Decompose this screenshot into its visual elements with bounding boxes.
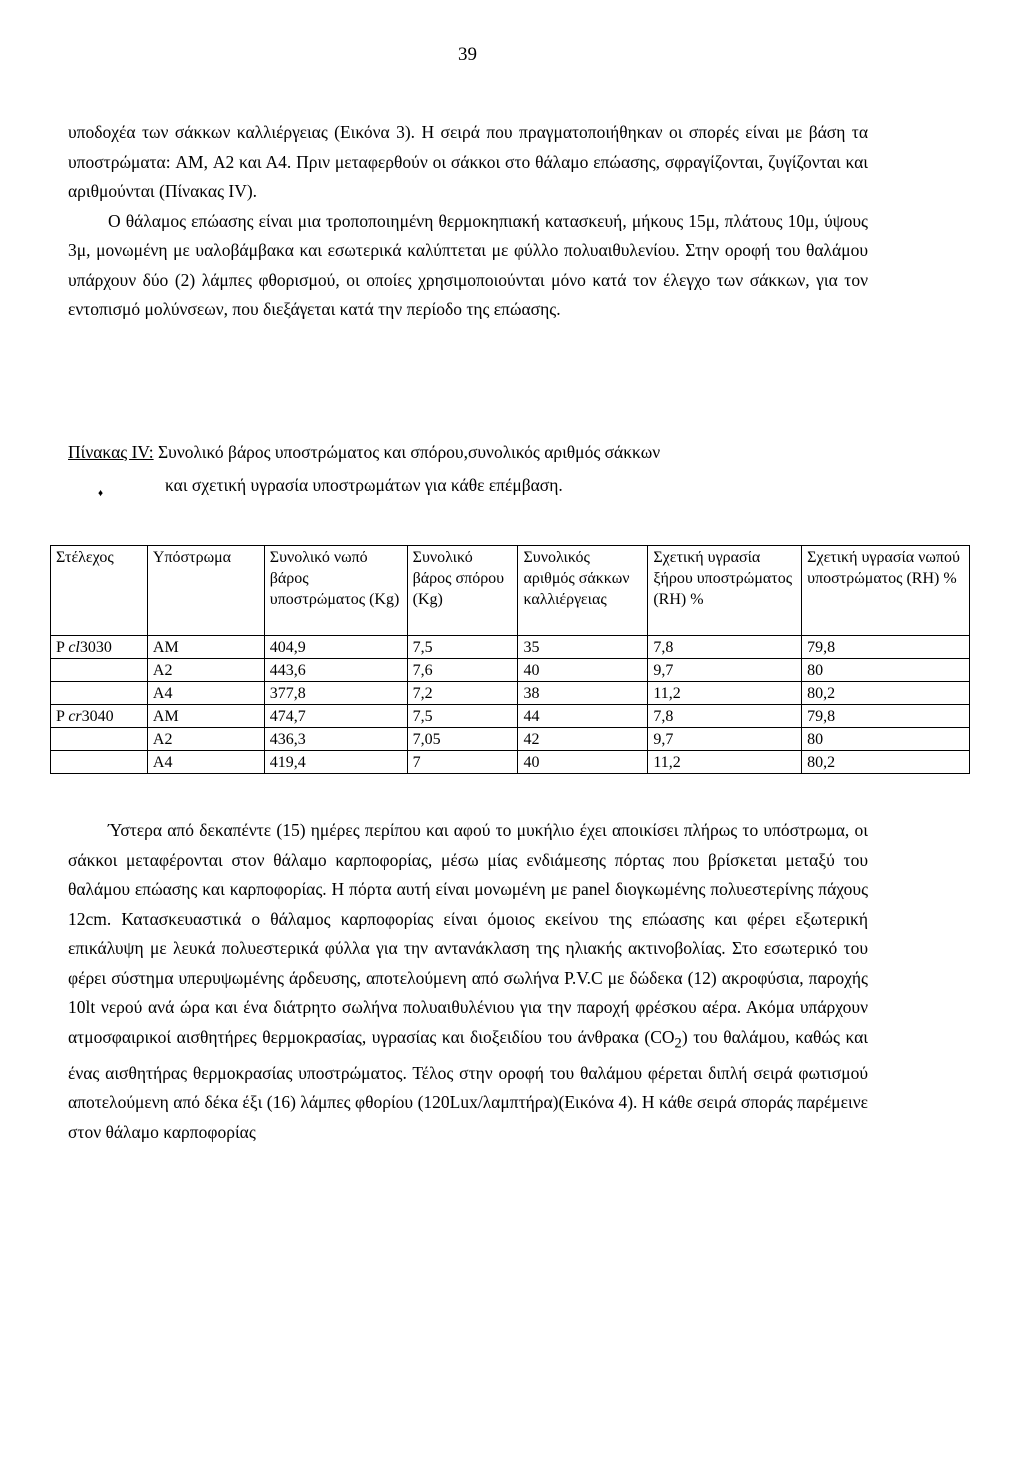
cell-bag-count: 44	[518, 705, 648, 728]
data-table	[50, 545, 970, 774]
cell-substrate: A4	[147, 682, 264, 705]
table-row	[51, 636, 970, 659]
cell-rh-dry: 11,2	[648, 751, 802, 774]
cell-rh-wet: 80,2	[802, 682, 970, 705]
cell-strain	[51, 705, 148, 728]
strain-italic: cr	[68, 708, 82, 725]
table-row	[51, 728, 970, 751]
cell-bag-count: 42	[518, 728, 648, 751]
header-wet-weight: Συνολικό νωπό βάρος υποστρώματος (Kg)	[264, 546, 407, 636]
header-seed-weight: Συνολικό βάρος σπόρου (Kg)	[407, 546, 518, 636]
header-substrate: Υπόστρωμα	[147, 546, 264, 636]
cell-bag-count: 35	[518, 636, 648, 659]
table-caption	[68, 437, 888, 467]
cell-rh-wet: 79,8	[802, 705, 970, 728]
cell-rh-dry: 9,7	[648, 659, 802, 682]
paragraph-fruiting-chamber	[68, 816, 868, 1147]
table-row	[51, 682, 970, 705]
strain-number: 3030	[79, 639, 112, 656]
header-rh-wet: Σχετική υγρασία νωπού υποστρώματος (RH) %	[802, 546, 970, 636]
cell-bag-count: 40	[518, 659, 648, 682]
table-row	[51, 751, 970, 774]
cell-seed-weight: 7,5	[407, 705, 518, 728]
cell-strain	[51, 636, 148, 659]
cell-rh-dry: 7,8	[648, 636, 802, 659]
cell-seed-weight: 7,6	[407, 659, 518, 682]
cell-rh-wet: 80,2	[802, 751, 970, 774]
paragraph-intro-part-b: Ο θάλαμος επώασης είναι μια τροποποιημένη θερμοκηπιακή κατασκευή, μήκους 15μ, πλάτους 10μ, ύψους 3μ, μονωμένη με υαλοβάμβακα και εσωτερικά καλύπτεται με φύλλο πολυαιθυλενίου. Στην οροφή του θαλάμου υπάρχουν δύο (2) λάμπες φθορισμού, οι οποίες χρησιμοποιούνται μόνο κατά τον έλεγχο των σάκκων, για τον εντοπισμό μολύνσεων, που διεξάγεται κατά την περίοδο της επώασης.	[68, 210, 868, 319]
cell-strain	[51, 659, 148, 682]
cell-seed-weight: 7	[407, 751, 518, 774]
strain-prefix: P	[56, 639, 69, 656]
cell-wet-weight: 436,3	[264, 728, 407, 751]
cell-wet-weight: 474,7	[264, 705, 407, 728]
cell-wet-weight: 419,4	[264, 751, 407, 774]
table-row	[51, 659, 970, 682]
paragraph-text-part1: Ύστερα από δεκαπέντε (15) ημέρες περίπου και αφού το μυκήλιο έχει αποικίσει πλήρως το υπόστρωμα, οι σάκκοι μεταφέρονται στον θάλαμο καρποφορίας, μέσω μίας ενδιάμεσης πόρτας που βρίσκεται μεταξύ του θαλάμου επώασης και καρποφορίας. Η πόρτα αυτή είναι μονωμένη με panel διογκωμένης πολυεστερίνης πάχους 12cm. Κατασκευαστικά ο θάλαμος καρποφορίας είναι όμοιος εκείνου της επώασης και φέρει εξωτερική επικάλυψη με λευκά πολυεστερικά φύλλα για την αντανάκλαση της ηλιακής ακτινοβολίας. Στο εσωτερικό του φέρει σύστημα υπερυψωμένης άρδευσης, αποτελούμενη από σωλήνα P.V.C με δώδεκα (12) ακροφύσια, παροχής 10lt νερού ανά ώρα και ένα διάτρητο σωλήνα πολυαιθυλένιου για την παροχή φρέσκου αέρα. Ακόμα υπάρχουν ατμοσφαιρικοί αισθητήρες θερμοκρασίας, υγρασίας και διοξειδίου του άνθρακα (CO	[68, 820, 868, 1047]
cell-rh-dry: 7,8	[648, 705, 802, 728]
cell-substrate: A2	[147, 659, 264, 682]
table-caption-text: Συνολικό βάρος υποστρώματος και σπόρου,συνολικός αριθμός σάκκων	[153, 442, 661, 462]
table-caption-line2: και σχετική υγρασία υποστρωμάτων για κάθε επέμβαση.	[165, 475, 563, 495]
cell-strain	[51, 751, 148, 774]
co2-subscript: 2	[674, 1035, 682, 1051]
cell-seed-weight: 7,5	[407, 636, 518, 659]
cell-wet-weight: 404,9	[264, 636, 407, 659]
strain-prefix: P	[56, 708, 69, 725]
cell-rh-dry: 11,2	[648, 682, 802, 705]
table-caption-label: Πίνακας IV:	[68, 442, 154, 462]
cell-rh-wet: 80	[802, 728, 970, 751]
page-number: 39	[458, 44, 477, 65]
cell-strain	[51, 728, 148, 751]
cell-strain	[51, 682, 148, 705]
cell-substrate: AM	[147, 636, 264, 659]
cell-substrate: A2	[147, 728, 264, 751]
cell-rh-dry: 9,7	[648, 728, 802, 751]
paragraph-text-part2: ) του θαλάμου, καθώς και ένας αισθητήρας θερμοκρασίας υποστρώματος. Τέλος στην οροφή του θαλάμου φέρεται διπλή σειρά φωτισμού αποτελούμενη από δέκα έξι (16) λάμπες φθορίου (120Lux/λαμπτήρα)(Εικόνα 4). Η κάθε σειρά σποράς παρέμεινε στον θάλαμο καρποφορίας	[68, 1026, 868, 1142]
table-header-row	[51, 546, 970, 636]
header-bag-count: Συνολικός αριθμός σάκκων καλλιέργειας	[518, 546, 648, 636]
table-row	[51, 705, 970, 728]
cell-seed-weight: 7,2	[407, 682, 518, 705]
header-strain: Στέλεχος	[51, 546, 148, 636]
cell-bag-count: 40	[518, 751, 648, 774]
cell-rh-wet: 79,8	[802, 636, 970, 659]
paragraph-intro	[68, 118, 868, 325]
cell-bag-count: 38	[518, 682, 648, 705]
bullet-mark: ♦	[98, 488, 104, 499]
header-rh-dry: Σχετική υγρασία ξήρου υποστρώματος (RH) %	[648, 546, 802, 636]
cell-substrate: A4	[147, 751, 264, 774]
paragraph-intro-part-a: υποδοχέα των σάκκων καλλιέργειας (Εικόνα 3). Η σειρά που πραγματοποιήθηκαν οι σπορές είναι με βάση τα υποστρώματα: AM, Α2 και Α4. Πριν μεταφερθούν οι σάκκοι στο θάλαμο επώασης, σφραγίζονται, ζυγίζονται και αριθμούνται (Πίνακας IV).	[68, 122, 868, 201]
cell-seed-weight: 7,05	[407, 728, 518, 751]
cell-rh-wet: 80	[802, 659, 970, 682]
cell-wet-weight: 377,8	[264, 682, 407, 705]
cell-wet-weight: 443,6	[264, 659, 407, 682]
strain-italic: cl	[68, 639, 80, 656]
strain-number: 3040	[81, 708, 114, 725]
cell-substrate: AM	[147, 705, 264, 728]
